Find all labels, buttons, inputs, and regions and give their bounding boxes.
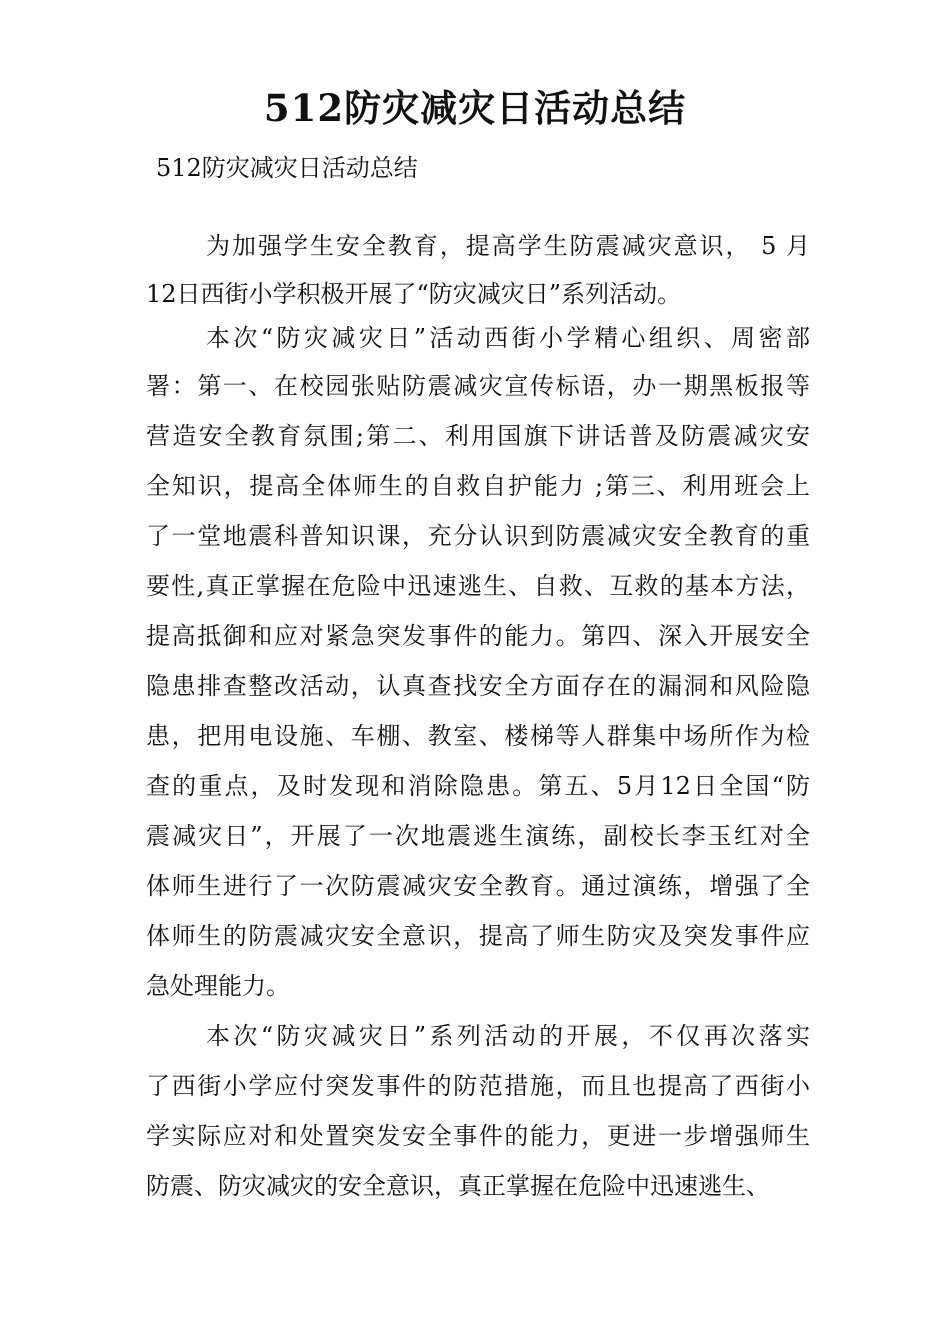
paragraph-2-line-8: 隐患排查整改活动，认真查找安全方面存在的漏洞和风险隐 <box>146 672 810 700</box>
paragraph-3-line-3: 学实际应对和处置突发安全事件的能力，更进一步增强师生 <box>146 1122 810 1150</box>
paragraph-1-line-1: 为加强学生安全教育，提高学生防震减灾意识， 5 月 <box>206 232 810 260</box>
paragraph-2-line-6: 要性,真正掌握在危险中迅速逃生、自救、互救的基本方法， <box>146 572 810 600</box>
paragraph-2-line-7: 提高抵御和应对紧急突发事件的能力。第四、深入开展安全 <box>146 622 810 650</box>
document-subtitle: 512防灾减灾日活动总结 <box>156 154 418 182</box>
paragraph-2-line-1: 本次“防灾减灾日”活动西街小学精心组织、周密部 <box>206 324 810 352</box>
document-title: 512防灾减灾日活动总结 <box>263 86 687 130</box>
paragraph-2-line-9: 患，把用电设施、车棚、教室、楼梯等人群集中场所作为检 <box>146 722 810 750</box>
paragraph-2-line-11: 震减灾日”，开展了一次地震逃生演练，副校长李玉红对全 <box>146 822 810 850</box>
paragraph-2-line-10: 查的重点，及时发现和消除隐患。第五、5月12日全国“防 <box>146 772 810 800</box>
paragraph-2-line-12: 体师生进行了一次防震减灾安全教育。通过演练，增强了全 <box>146 872 810 900</box>
paragraph-2-line-4: 全知识，提高全体师生的自救自护能力 ;第三、利用班会上 <box>146 472 810 500</box>
paragraph-2-line-13: 体师生的防震减灾安全意识，提高了师生防灾及突发事件应 <box>146 922 810 950</box>
paragraph-1-line-2: 12日西街小学积极开展了“防灾减灾日”系列活动。 <box>146 280 682 308</box>
paragraph-2-line-2: 署：第一、在校园张贴防震减灾宣传标语，办一期黑板报等 <box>146 372 810 400</box>
paragraph-3-line-2: 了西街小学应付突发事件的防范措施，而且也提高了西街小 <box>146 1072 810 1100</box>
paragraph-2-line-3: 营造安全教育氛围;第二、利用国旗下讲话普及防震减灾安 <box>146 422 810 450</box>
paragraph-3-line-4: 防震、防灾减灾的安全意识，真正掌握在危险中迅速逃生、 <box>146 1172 770 1200</box>
paragraph-2-line-14: 急处理能力。 <box>146 972 290 1000</box>
paragraph-2-line-5: 了一堂地震科普知识课，充分认识到防震减灾安全教育的重 <box>146 522 810 550</box>
paragraph-3-line-1: 本次“防灾减灾日”系列活动的开展，不仅再次落实 <box>206 1022 810 1050</box>
